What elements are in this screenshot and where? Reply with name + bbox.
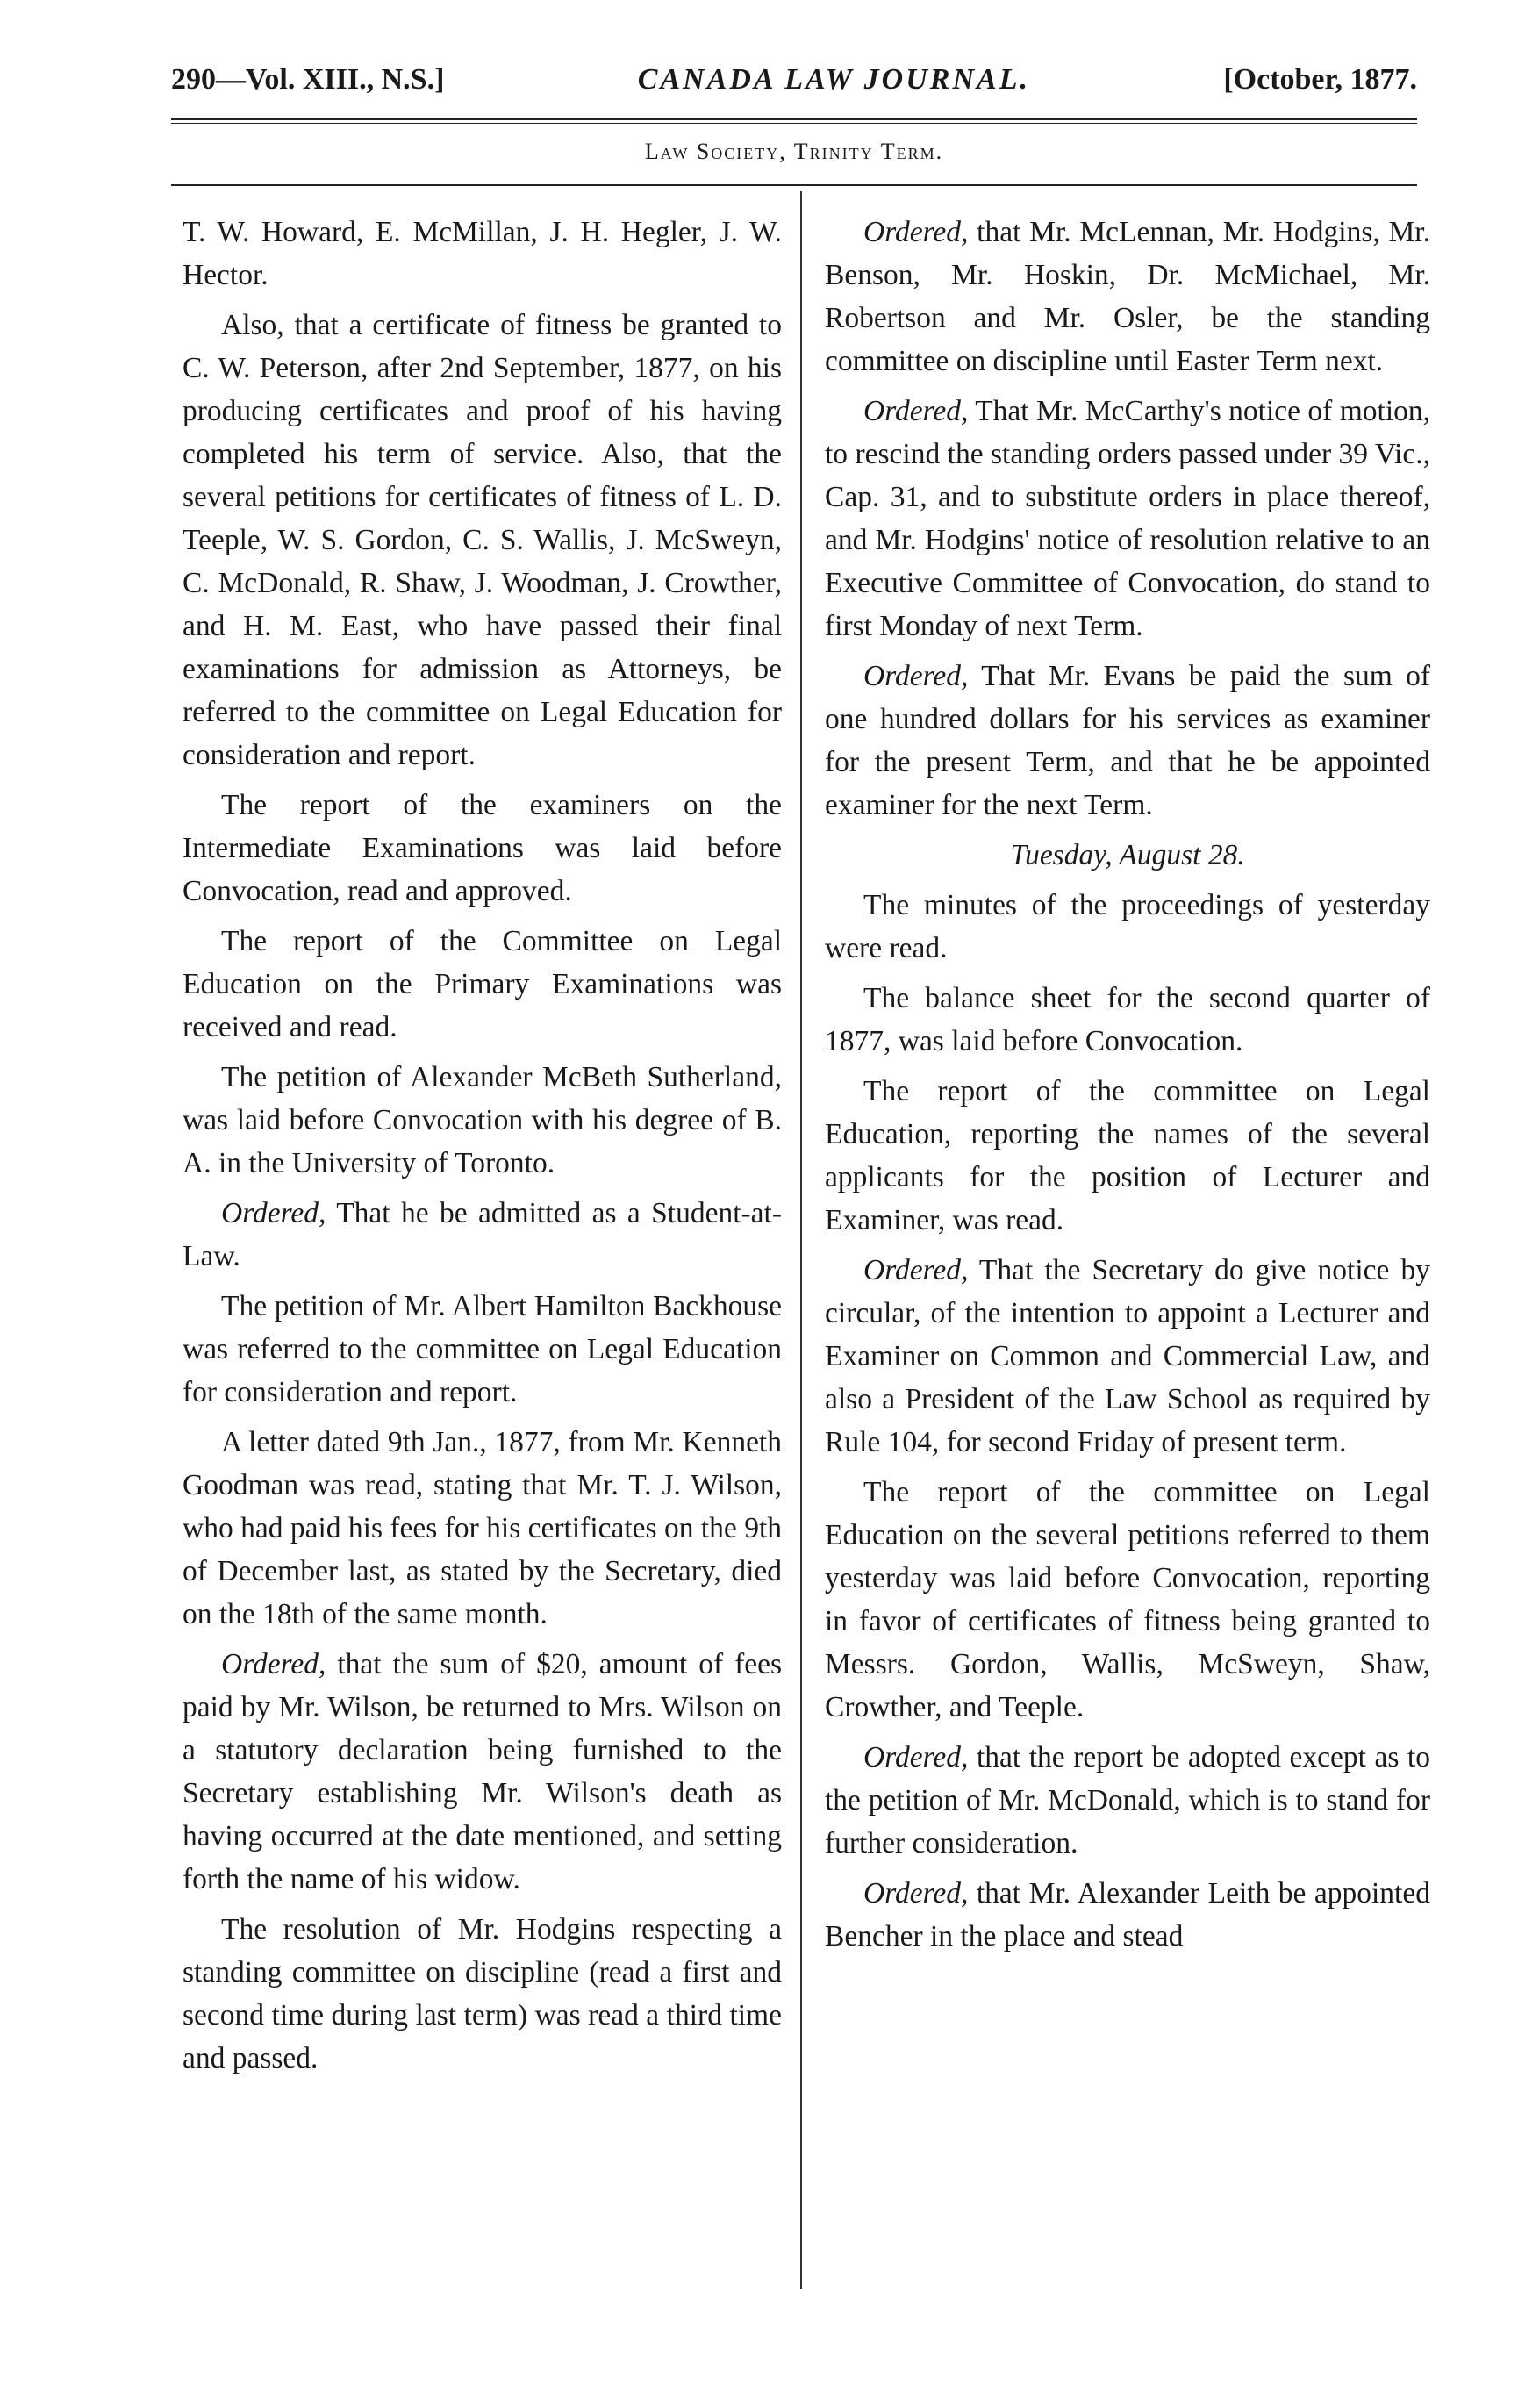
paragraph-text: The petition of Mr. Albert Hamilton Backhouse was referred to the committee on Legal Education for consideration and report. — [183, 1290, 782, 1408]
paragraph — [183, 1285, 782, 1414]
paragraph-text: The balance sheet for the second quarter of 1877, was laid before Convocation. — [825, 982, 1430, 1057]
paragraph — [825, 1070, 1430, 1242]
paragraph-text: The minutes of the proceedings of yesterday were read. — [825, 889, 1430, 964]
paragraph-text: Tuesday, August 28. — [1010, 839, 1245, 871]
paragraph — [825, 977, 1430, 1063]
paragraph-lead: Ordered, — [221, 1197, 326, 1229]
paragraph — [825, 834, 1430, 877]
paragraph-lead: Ordered, — [863, 216, 969, 248]
paragraph-lead: Ordered, — [863, 1877, 969, 1910]
paragraph — [825, 1872, 1430, 1958]
paragraph — [825, 211, 1430, 383]
paragraph-text: That the Secretary do give notice by circular, of the intention to appoint a Lecturer and Examiner on Common and Commercial Law, and also a President of the Law School as required by Rule 104, for second Friday of present term. — [825, 1254, 1430, 1458]
paragraph — [183, 1192, 782, 1278]
paragraph-text: T. W. Howard, E. McMillan, J. H. Hegler, J. W. Hector. — [183, 216, 782, 291]
paragraph-text: that the sum of $20, amount of fees paid by Mr. Wilson, be returned to Mrs. Wilson on a statutory declaration being furnished to the Secretary establishing Mr. Wilson's death as having occurred at the date mentioned, and setting forth the name of his widow. — [183, 1648, 782, 1896]
journal-title: CANADA LAW JOURNAL. — [637, 63, 1030, 96]
paragraph-text: The report of the committee on Legal Education on the several petitions referred to them yesterday was laid before Convocation, reporting in favor of certificates of fitness being granted to Messrs. Gordon, Wallis, McSweyn, Shaw, Crowther, and Teeple. — [825, 1476, 1430, 1724]
paragraph — [825, 1249, 1430, 1464]
paragraph — [183, 211, 782, 297]
paragraph-text: A letter dated 9th Jan., 1877, from Mr. Kenneth Goodman was read, stating that Mr. T. J. Wilson, who had paid his fees for his certificates on the 9th of December last, as stated by the Secretary, died on the 18th of the same month. — [183, 1426, 782, 1630]
paragraph-text: The report of the Committee on Legal Education on the Primary Examinations was received and read. — [183, 925, 782, 1043]
paragraph-lead: Ordered, — [863, 395, 969, 427]
paragraph-lead: Ordered, — [221, 1648, 326, 1681]
paragraph-lead: Ordered, — [863, 1741, 969, 1774]
issue-date: [October, 1877. — [1223, 63, 1417, 96]
paragraph-lead: Ordered, — [863, 660, 969, 692]
section-title: Law Society, Trinity Term. — [644, 139, 944, 164]
left-column — [183, 211, 782, 2087]
paragraph-lead: Ordered, — [863, 1254, 969, 1286]
paragraph-text: that Mr. Alexander Leith be appointed Bencher in the place and stead — [825, 1877, 1430, 1953]
paragraph — [183, 784, 782, 913]
paragraph — [825, 884, 1430, 970]
paragraph-text: The petition of Alexander McBeth Sutherland, was laid before Convocation with his degree of B. A. in the University of Toronto. — [183, 1061, 782, 1179]
paragraph-text: The report of the committee on Legal Education, reporting the names of the several applicants for the position of Lecturer and Examiner, was read. — [825, 1075, 1430, 1236]
paragraph-text: that the report be adopted except as to the petition of Mr. McDonald, which is to stand for further consideration. — [825, 1741, 1430, 1860]
page-volume: 290—Vol. XIII., N.S.] — [171, 63, 445, 96]
paragraph-text: That he be admitted as a Student-at-Law. — [183, 1197, 782, 1272]
running-header — [171, 63, 1417, 97]
column-divider — [800, 191, 802, 2289]
paragraph — [183, 1421, 782, 1636]
paragraph — [183, 1056, 782, 1185]
paragraph-text: Also, that a certificate of fitness be granted to C. W. Peterson, after 2nd September, 1877, on his producing certificates and proof of his having completed his term of service. Also, that the several petitions for certificates of fitness of L. D. Teeple, W. S. Gordon, C. S. Wallis, J. McSweyn, C. McDonald, R. Shaw, J. Woodman, J. Crowther, and H. M. East, who have passed their final examinations for admission as Attorneys, be referred to the committee on Legal Education for consideration and report. — [183, 309, 782, 771]
paragraph-text: The report of the examiners on the Intermediate Examinations was laid before Convocation, read and approved. — [183, 789, 782, 907]
paragraph — [183, 304, 782, 777]
paragraph-text: that Mr. McLennan, Mr. Hodgins, Mr. Benson, Mr. Hoskin, Dr. McMichael, Mr. Robertson and Mr. Osler, be the standing committee on discipline until Easter Term next. — [825, 216, 1430, 377]
right-column — [825, 211, 1430, 1965]
paragraph — [825, 1736, 1430, 1865]
paragraph-text: The resolution of Mr. Hodgins respecting a standing committee on discipline (read a first and second time during last term) was read a third time and passed. — [183, 1913, 782, 2075]
paragraph — [825, 655, 1430, 827]
section-rule — [171, 184, 1417, 186]
paragraph-text: That Mr. Evans be paid the sum of one hundred dollars for his services as examiner for the present Term, and that he be appointed examiner for the next Term. — [825, 660, 1430, 821]
header-rule — [171, 118, 1417, 120]
paragraph — [825, 1471, 1430, 1729]
paragraph — [183, 1908, 782, 2080]
paragraph — [183, 920, 782, 1049]
paragraph — [825, 390, 1430, 648]
paragraph-text: That Mr. McCarthy's notice of motion, to rescind the standing orders passed under 39 Vic., Cap. 31, and to substitute orders in place thereof, and Mr. Hodgins' notice of resolution relative to an Executive Committee of Convocation, do stand to first Monday of next Term. — [825, 395, 1430, 642]
header-rule-thin — [171, 123, 1417, 124]
paragraph — [183, 1643, 782, 1901]
